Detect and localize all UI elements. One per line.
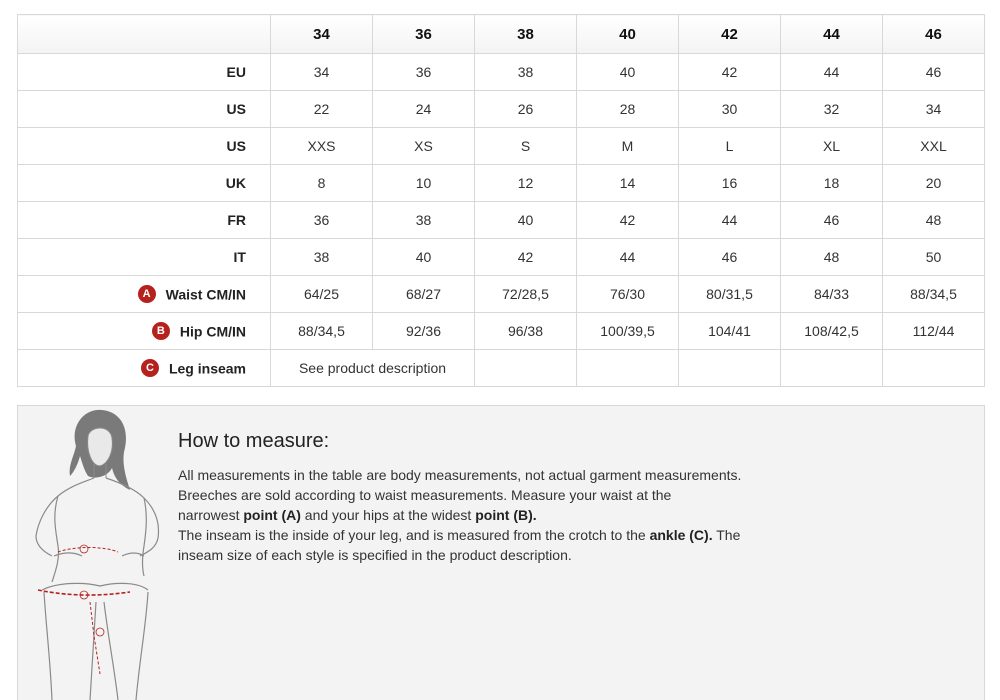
size-chart [17,14,985,387]
table-cell: S [475,128,577,165]
table-cell [577,350,679,387]
ankle-c-text: ankle (C). [649,527,713,543]
row-label: US [18,91,271,128]
badge-b: B [152,322,170,340]
text-line: All measurements in the table are body measurements, not actual garment measurements. [178,467,742,483]
table-cell: 30 [679,91,781,128]
table-cell: 100/39,5 [577,313,679,350]
table-row [18,202,985,239]
header-corner [18,15,271,54]
table-cell: 46 [781,202,883,239]
row-label [18,350,271,387]
text-line: inseam size of each style is specified in the product description. [178,547,572,563]
row-label: US [18,128,271,165]
table-cell [679,350,781,387]
table-cell: 46 [679,239,781,276]
body-measurement-figure-icon [18,406,168,700]
table-cell: 16 [679,165,781,202]
how-to-measure-text [178,430,878,565]
table-cell: 46 [883,54,985,91]
text-line: The [712,527,741,543]
waist-label: Waist CM/IN [165,286,246,303]
table-cell: 36 [373,54,475,91]
table-cell: 84/33 [781,276,883,313]
table-cell: 36 [271,202,373,239]
table-cell: 34 [883,91,985,128]
table-cell: 88/34,5 [271,313,373,350]
leg-label: Leg inseam [168,360,246,377]
table-cell: 8 [271,165,373,202]
table-cell [475,350,577,387]
table-cell: XS [373,128,475,165]
table-cell: 12 [475,165,577,202]
table-row-hip [18,313,985,350]
badge-a: A [138,285,156,303]
table-cell: 44 [679,202,781,239]
table-cell: 40 [475,202,577,239]
table-cell: 72/28,5 [475,276,577,313]
table-cell: 50 [883,239,985,276]
table-row-waist [18,276,985,313]
table-cell: XXL [883,128,985,165]
header-size: 38 [475,15,577,54]
table-cell: 104/41 [679,313,781,350]
text-line: Breeches are sold according to waist measurements. Measure your waist at the [178,487,672,503]
table-cell: 38 [373,202,475,239]
table-cell: 42 [577,202,679,239]
point-a-text: point (A) [243,507,301,523]
table-cell: L [679,128,781,165]
table-cell: M [577,128,679,165]
row-label: EU [18,54,271,91]
table-cell: 24 [373,91,475,128]
table-cell: 28 [577,91,679,128]
table-cell: 64/25 [271,276,373,313]
header-size: 40 [577,15,679,54]
how-to-measure-panel [17,405,985,700]
table-row-leg [18,350,985,387]
table-row [18,54,985,91]
table-cell: 26 [475,91,577,128]
badge-c: C [141,359,159,377]
table-cell: XXS [271,128,373,165]
table-cell: 32 [781,91,883,128]
header-size: 34 [271,15,373,54]
table-cell: 38 [475,54,577,91]
table-cell: 14 [577,165,679,202]
table-cell: 92/36 [373,313,475,350]
table-row [18,128,985,165]
hip-label: Hip CM/IN [179,323,246,340]
table-cell: 40 [373,239,475,276]
table-cell: 44 [781,54,883,91]
table-row [18,91,985,128]
table-cell: 22 [271,91,373,128]
table-cell [883,350,985,387]
point-b-text: point (B). [475,507,537,523]
table-cell: 96/38 [475,313,577,350]
table-cell: 68/27 [373,276,475,313]
row-label [18,313,271,350]
header-size: 46 [883,15,985,54]
table-cell: 80/31,5 [679,276,781,313]
table-cell: 44 [577,239,679,276]
table-cell: XL [781,128,883,165]
table-cell: 34 [271,54,373,91]
header-row [18,15,985,54]
table-cell: 76/30 [577,276,679,313]
text-line: narrowest [178,507,244,523]
table-cell: 20 [883,165,985,202]
leg-description: See product description [271,350,475,387]
header-size: 36 [373,15,475,54]
text-line: The inseam is the inside of your leg, and is measured from the crotch to the [178,527,650,543]
table-cell [781,350,883,387]
table-cell: 88/34,5 [883,276,985,313]
table-cell: 38 [271,239,373,276]
size-table [17,14,985,387]
row-label: IT [18,239,271,276]
row-label [18,276,271,313]
table-cell: 18 [781,165,883,202]
table-cell: 48 [781,239,883,276]
table-cell: 40 [577,54,679,91]
table-cell: 48 [883,202,985,239]
table-cell: 42 [475,239,577,276]
table-cell: 108/42,5 [781,313,883,350]
header-size: 42 [679,15,781,54]
header-size: 44 [781,15,883,54]
table-row [18,239,985,276]
row-label: FR [18,202,271,239]
table-row [18,165,985,202]
table-cell: 10 [373,165,475,202]
table-cell: 112/44 [883,313,985,350]
row-label: UK [18,165,271,202]
how-to-measure-body [178,465,878,565]
text-line: and your hips at the widest [300,507,476,523]
how-to-measure-title: How to measure: [178,430,330,452]
table-cell: 42 [679,54,781,91]
